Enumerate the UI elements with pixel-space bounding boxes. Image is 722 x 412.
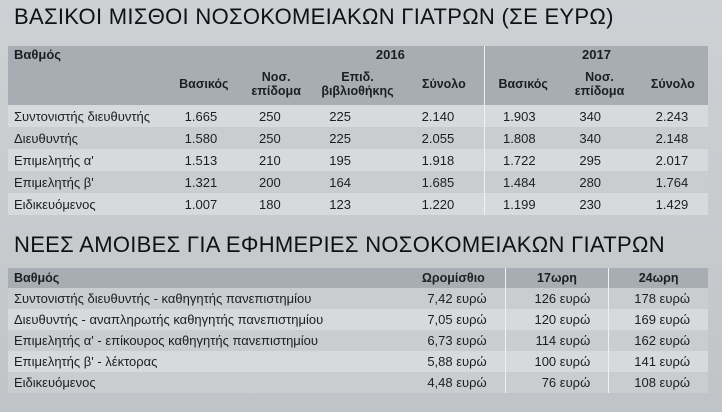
value-cell: 180: [241, 193, 311, 215]
col-17h: 17ωρη: [505, 268, 609, 288]
col-hourly: Ωρομίσθιο: [402, 268, 505, 288]
col-2017-basic: Βασικός: [485, 63, 562, 105]
col-24h: 24ωρη: [609, 268, 708, 288]
value-cell: 200: [241, 171, 311, 193]
grade-cell: Ειδικευόμενος: [8, 193, 167, 215]
value-cell: 1.007: [167, 193, 241, 215]
value-cell: 1.918: [404, 149, 485, 171]
grade-cell: Διευθυντής - αναπληρωτής καθηγητής πανεπιστημίου: [8, 309, 402, 330]
value-cell: 76 ευρώ: [505, 372, 609, 393]
table-row: [8, 127, 708, 149]
value-cell: 120 ευρώ: [505, 309, 609, 330]
value-cell: 100 ευρώ: [505, 351, 609, 372]
value-cell: 7,05 ευρώ: [402, 309, 505, 330]
table-row: [8, 351, 708, 372]
grade-cell: Επιμελητής β' - λέκτορας: [8, 351, 402, 372]
value-cell: 1.199: [485, 193, 562, 215]
value-cell: 280: [561, 171, 637, 193]
value-cell: 250: [241, 127, 311, 149]
grade-cell: Διευθυντής: [8, 127, 167, 149]
value-cell: 340: [561, 127, 637, 149]
salaries-grade-header-spacer: [8, 63, 167, 105]
col-2017-total: Σύνολο: [638, 63, 708, 105]
value-cell: 1.722: [485, 149, 562, 171]
value-cell: 5,88 ευρώ: [402, 351, 505, 372]
value-cell: 1.665: [167, 105, 241, 127]
value-cell: 7,42 ευρώ: [402, 288, 505, 309]
value-cell: 2.140: [404, 105, 485, 127]
value-cell: 250: [241, 105, 311, 127]
table-row: [8, 193, 708, 215]
grade-cell: Ειδικευόμενος: [8, 372, 402, 393]
oncall-table: [8, 268, 708, 393]
value-cell: 178 ευρώ: [609, 288, 708, 309]
value-cell: 340: [561, 105, 637, 127]
oncall-header-row: [8, 268, 708, 288]
table-row: [8, 288, 708, 309]
salaries-title: ΒΑΣΙΚΟΙ ΜΙΣΘΟΙ ΝΟΣΟΚΟΜΕΙΑΚΩΝ ΓΙΑΤΡΩΝ (ΣΕ ΕΥΡΩ): [14, 4, 614, 29]
col-2016-nursing-allowance: Νοσ. επίδομα: [241, 63, 311, 105]
salaries-table: [8, 46, 708, 215]
grade-cell: Επιμελητής α': [8, 149, 167, 171]
oncall-grade-header: Βαθμός: [8, 268, 402, 288]
value-cell: 123: [311, 193, 403, 215]
value-cell: 162 ευρώ: [609, 330, 708, 351]
grade-cell: Συντονιστής διευθυντής: [8, 105, 167, 127]
value-cell: 1.321: [167, 171, 241, 193]
value-cell: 225: [311, 105, 403, 127]
year-2016-header: 2016: [167, 46, 485, 63]
grade-cell: Επιμελητής β': [8, 171, 167, 193]
value-cell: 210: [241, 149, 311, 171]
col-2016-basic: Βασικός: [167, 63, 241, 105]
value-cell: 1.764: [638, 171, 708, 193]
value-cell: 230: [561, 193, 637, 215]
table-row: [8, 171, 708, 193]
col-2016-total: Σύνολο: [404, 63, 485, 105]
value-cell: 141 ευρώ: [609, 351, 708, 372]
value-cell: 1.903: [485, 105, 562, 127]
value-cell: 6,73 ευρώ: [402, 330, 505, 351]
value-cell: 1.685: [404, 171, 485, 193]
value-cell: 126 ευρώ: [505, 288, 609, 309]
oncall-title: ΝΕΕΣ ΑΜΟΙΒΕΣ ΓΙΑ ΕΦΗΜΕΡΙΕΣ ΝΟΣΟΚΟΜΕΙΑΚΩΝ ΓΙΑΤΡΩΝ: [14, 232, 665, 257]
value-cell: 108 ευρώ: [609, 372, 708, 393]
col-2016-library-allowance: Επιδ. βιβλιοθήκης: [311, 63, 403, 105]
value-cell: 2.243: [638, 105, 708, 127]
value-cell: 4,48 ευρώ: [402, 372, 505, 393]
col-2017-nursing-allowance: Νοσ. επίδομα: [561, 63, 637, 105]
table-row: [8, 309, 708, 330]
value-cell: 2.055: [404, 127, 485, 149]
year-2017-header: 2017: [485, 46, 708, 63]
grade-cell: Επιμελητής α' - επίκουρος καθηγητής πανεπιστημίου: [8, 330, 402, 351]
value-cell: 1.513: [167, 149, 241, 171]
value-cell: 225: [311, 127, 403, 149]
value-cell: 1.429: [638, 193, 708, 215]
table-row: [8, 149, 708, 171]
value-cell: 164: [311, 171, 403, 193]
table-row: [8, 372, 708, 393]
value-cell: 1.580: [167, 127, 241, 149]
salaries-grade-header: Βαθμός: [8, 46, 167, 63]
value-cell: 2.017: [638, 149, 708, 171]
value-cell: 1.484: [485, 171, 562, 193]
table-row: [8, 105, 708, 127]
value-cell: 169 ευρώ: [609, 309, 708, 330]
table-row: [8, 330, 708, 351]
value-cell: 195: [311, 149, 403, 171]
value-cell: 1.808: [485, 127, 562, 149]
grade-cell: Συντονιστής διευθυντής - καθηγητής πανεπιστημίου: [8, 288, 402, 309]
value-cell: 1.220: [404, 193, 485, 215]
value-cell: 2.148: [638, 127, 708, 149]
value-cell: 114 ευρώ: [505, 330, 609, 351]
salaries-column-header-row: [8, 63, 708, 105]
salaries-year-header-row: [8, 46, 708, 63]
value-cell: 295: [561, 149, 637, 171]
